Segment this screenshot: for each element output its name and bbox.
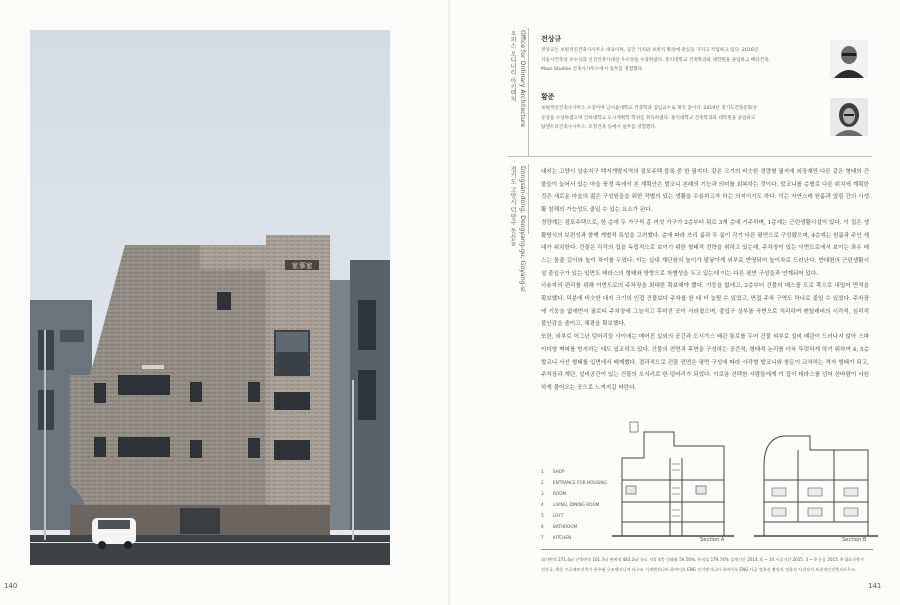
- section-a-caption: Section A: [700, 537, 725, 543]
- section-drawings: [612, 418, 880, 543]
- firm-label-en: Office for Ordinary Architecture: [519, 30, 526, 128]
- firm-label-ko: 오피스 오디너리 아키텍처: [509, 30, 516, 103]
- legend-item: 6 BATHROOM: [541, 524, 578, 529]
- legend-item: 3 ROOM: [541, 491, 567, 496]
- architect-1-portrait: [830, 40, 868, 78]
- section-b-caption: Section B: [842, 537, 867, 543]
- building-signboard: 家事家: [291, 262, 313, 270]
- page-number-left: 140: [4, 582, 18, 590]
- building-photo: [30, 30, 390, 565]
- project-label-ko: 경기도 고양시 덕양구 동산동: [509, 166, 516, 247]
- architect-2-portrait: [830, 98, 868, 136]
- architect-1-bio: 전상규는 보편적인건축사사무소 대표이며, 공간 가치와 보편적 확장에 관심을 가지고 작업하고 있다. 2016년 서울시건축상 우수상과 신진건축사대상 우수상을 수상하였다. 홍익대학교 건축학과와 대학원을 졸업하고 메타건축, Mass Studies 건축사사무소에서 실무를 경험했다.: [541, 48, 771, 73]
- firm-rule: [528, 28, 529, 156]
- section-b-drawing: [754, 436, 878, 536]
- paragraph: 사용자의 편리를 위해 이면도로의 주차장을 최대한 확보해야 했다. 기둥을 없애고, 2층부터 건물의 매스를 도로 쪽으로 내밀어 면적을 확보했다. 덕분에 비슷한 대지 크기의 인접 건물보다 주차를 한 대 더 늘릴 수 있었고, 면접 주차 구역도 하나로 줄일 수 있었다. 주차장에 기둥을 없애면서 필로티 주차장에 그늘지고 후미진 곳이 사라졌으며, 출입구 상부를 곡면으로 처리하여 캔틸레버의 시각적, 심리적 불안감을 줄이고, 채광을 확보했다.: [541, 283, 869, 328]
- footer-rule: [541, 549, 873, 550]
- legend-item: 1 SHOP: [541, 469, 565, 474]
- project-rule: [528, 164, 529, 234]
- architect-2-bio: 보편적인건축사사무소 소장이며 남서울대학교 건축학과 겸임교수로 재직 중이다. 2019년 경기도건축문화상 동상을 수상하였으며 인하대학교 도시계획학 학위를 취득하였다. 홍익대학교 건축학과와 대학원을 졸업하고 탐엔트리건축사사무소, 모형건축 등에서 실무를 경험했다.: [541, 106, 757, 131]
- paragraph: 대지는 고양시 삼송지구 택지개발지역의 점포주택 블록 중 한 필지다. 같은 크기의 비슷한 경량형 필지에 외장재만 다른 같은 형태의 건물들이 늘어서 있는 마을 풍경 속에서 본 계획안은 발코니 본래의 기능과 의미를 회복하는 것이다. 발코니를 층별로 다른 위치에 계획한 것은 새로운 마을의 젊은 구성원들을 위한 작별의 있는 생활을 수용하고자 하는 의지이기도 하다. 이는 자연스레 원룸과 열림 간의 사생활 침해의 가능성도 줄일 수 있는 요소가 된다.: [541, 169, 869, 214]
- project-data-line-2: 전상규, 황준 프로젝트건축가 한주원 구조엔지니어 다구조 기계엔지니어 하여이오 ENG 전기엔지니어 하여이오 ENG 사공 정용진 촬영자 정용진 사진작가 보편적인건축사사무소: [541, 567, 855, 572]
- legend-item: 5 LOFT: [541, 513, 564, 518]
- section-a-drawing: [612, 422, 734, 536]
- paragraph: 경량계는 점포주택으로, 한 층에 두 가구씩 총 여섯 가구가 2층부터 위로 3개 층에 거주하며, 1층에는 근린생활시설이 있다. 이 집은 생활방식의 보편성과 함께 개별적 특성을 고려했다. 층에 따라 쓰리 룸과 투 룸이 각기 다른 평면으로 구성됐으며, 4층에는 원룸과 주인 세대가 위치한다. 건물은 각각의 집을 독립적으로 보이기 위한 형태적 전략을 취하고 있는데, 주차장이 있는 이면도로에서 보이는 좌우 매스는 돌출 길이와 높이 차이를 두었다. 이는 실내 계단참의 높이가 맞닿아게 외부로 반영되어 높이차로 드러난다. 반대편의 근린생활시설 출입구가 있는 일면도 테라스의 형태와 방향으로 차별성을 두고 있는데 이는 다른 평면 구성들과 연계되어 있다.: [541, 219, 869, 277]
- legend-item: 2 ENTRANCE FOR HOUSING: [541, 480, 607, 485]
- drawing-legend: [541, 466, 607, 543]
- project-label-en: Dongsan-dong, Deogyang-gu, Goyang-si: [519, 166, 526, 292]
- architect-1-name: 전상규: [541, 35, 562, 43]
- page-number-right: 141: [868, 582, 882, 590]
- legend-item: 4 LIVING, DINING ROOM: [541, 502, 600, 507]
- paragraph: 또한, 외부로 어그난 덩어리들 사이에는 메어진 실외의 공간과 도시가스 배관 통로를 두어 건물 외부로 설비 배관이 드러나지 않아 스파이더형 벽피를 방지하는 데도 일조하고 있다. 건물의 전면과 후면을 구성하는 공간적, 형태적 논리를 더욱 뚜렷하게 하기 위하여 4, 5층 발코니 사선 형태를 입면에서 배제했다. 결과적으로 건물 전면은 평면 구성에 따라 사각형 발코니와 창문이 교차하는 격자 형태가 되고, 주차장과 계단, 설비공간이 있는 건물의 모서리로 한 덩어리가 되었다. 이로움 선택한 사람들에게 이 집이 테라스를 넘어 산바람이 사원하게 불어오는 곳으로 느껴지길 바란다.: [541, 334, 869, 391]
- project-data-line-1: 대지면적 271.4㎡ 건축면적 161.7㎡ 연면적 483.2㎡ 규모 지상 4층 건폐율 59.58%, 용적률 179.74% 설계기간 2014. 6 ~ 10 시공기간 2015. 3 ~ 9 준공 2015. 9 대표건축가: [541, 557, 864, 562]
- left-page: [0, 0, 449, 605]
- architect-2-name: 황준: [541, 93, 555, 101]
- legend-item: 7 KITCHEN: [541, 535, 572, 540]
- section-divider: [508, 156, 872, 157]
- project-description: [541, 166, 869, 395]
